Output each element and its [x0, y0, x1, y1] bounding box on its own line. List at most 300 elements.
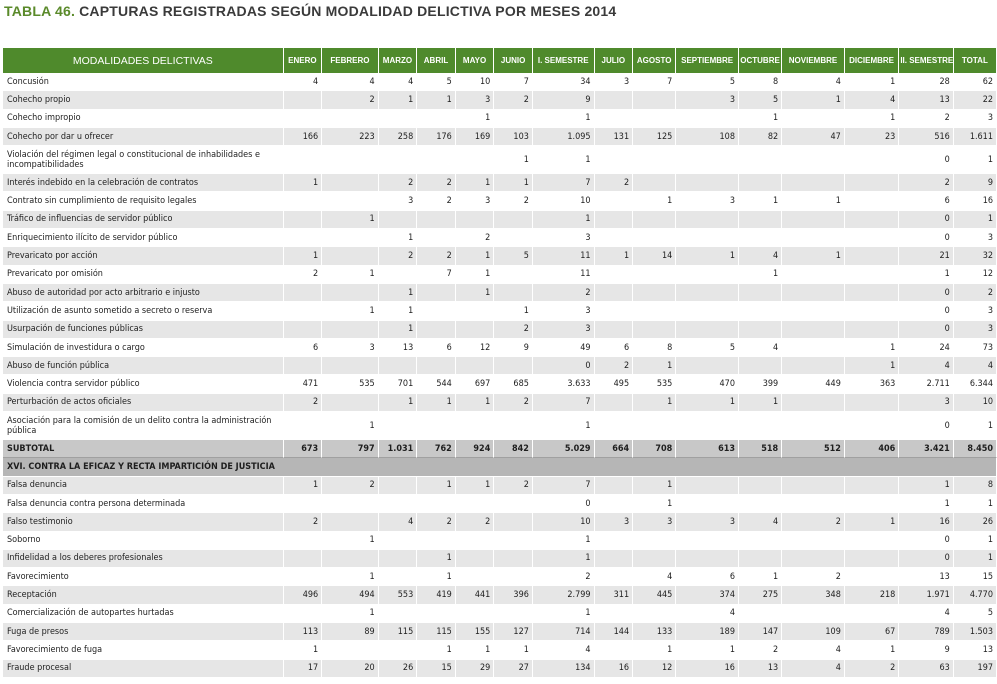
- table-row: [3, 513, 997, 531]
- cell-value: 1: [494, 146, 533, 174]
- cell-value: [595, 394, 634, 412]
- cell-value: [739, 284, 782, 302]
- cell-value: 63: [899, 660, 953, 678]
- cell-value: 449: [782, 375, 845, 393]
- cell-value: 12: [456, 339, 495, 357]
- cell-value: [284, 412, 323, 440]
- cell-value: 1: [533, 211, 595, 229]
- cell-value: 15: [954, 568, 997, 586]
- cell-value: 1: [954, 532, 997, 550]
- cell-value: [284, 229, 323, 247]
- column-header: MARZO: [379, 48, 418, 73]
- cell-value: [845, 211, 899, 229]
- cell-value: 1: [284, 247, 323, 265]
- cell-value: 13: [739, 660, 782, 678]
- cell-value: 4: [322, 73, 379, 91]
- cell-value: 2: [595, 174, 634, 192]
- cell-value: 197: [954, 660, 997, 678]
- table-row: [3, 568, 997, 586]
- cell-value: [379, 477, 418, 495]
- cell-value: 797: [322, 440, 379, 458]
- cell-value: 363: [845, 375, 899, 393]
- cell-value: 1: [417, 91, 456, 109]
- cell-value: [379, 211, 418, 229]
- cell-value: 1: [633, 477, 676, 495]
- cell-value: [322, 247, 379, 265]
- cell-value: [456, 357, 495, 375]
- table-row: [3, 247, 997, 265]
- row-label: Concusión: [3, 73, 284, 91]
- cell-value: 10: [533, 513, 595, 531]
- cell-value: [676, 550, 739, 568]
- table-row: [3, 375, 997, 393]
- cell-value: [494, 110, 533, 128]
- table-row: [3, 284, 997, 302]
- cell-value: [676, 174, 739, 192]
- cell-value: 1: [379, 229, 418, 247]
- cell-value: [494, 412, 533, 440]
- cell-value: 1: [845, 110, 899, 128]
- cell-value: 1: [456, 110, 495, 128]
- column-header: ENERO: [284, 48, 323, 73]
- cell-value: 127: [494, 623, 533, 641]
- cell-value: 1: [456, 641, 495, 659]
- cell-value: 1: [782, 247, 845, 265]
- cell-value: [595, 641, 634, 659]
- cell-value: 2: [533, 568, 595, 586]
- cell-value: 6: [417, 339, 456, 357]
- table-row: [3, 357, 997, 375]
- row-label: Enriquecimiento ilícito de servidor público: [3, 229, 284, 247]
- cell-value: 5: [954, 605, 997, 623]
- cell-value: [782, 321, 845, 339]
- cell-value: [782, 339, 845, 357]
- cell-value: 12: [954, 266, 997, 284]
- cell-value: [782, 146, 845, 174]
- cell-value: [322, 192, 379, 210]
- cell-value: 4: [676, 605, 739, 623]
- cell-value: 2: [494, 394, 533, 412]
- cell-value: 223: [322, 128, 379, 146]
- cell-value: [417, 532, 456, 550]
- cell-value: 49: [533, 339, 595, 357]
- cell-value: [417, 495, 456, 513]
- cell-value: 5: [494, 247, 533, 265]
- table-row: [3, 586, 997, 604]
- cell-value: 470: [676, 375, 739, 393]
- table-row: [3, 605, 997, 623]
- cell-value: [595, 110, 634, 128]
- cell-value: [322, 321, 379, 339]
- column-header: ABRIL: [417, 48, 456, 73]
- cell-value: 8: [633, 339, 676, 357]
- cell-value: 4: [379, 73, 418, 91]
- cell-value: [845, 229, 899, 247]
- table-row: [3, 623, 997, 641]
- cell-value: 1.971: [899, 586, 953, 604]
- cell-value: 2: [899, 174, 953, 192]
- cell-value: [456, 532, 495, 550]
- cell-value: 155: [456, 623, 495, 641]
- cell-value: 6.344: [954, 375, 997, 393]
- cell-value: [595, 495, 634, 513]
- cell-value: [739, 229, 782, 247]
- cell-value: 169: [456, 128, 495, 146]
- cell-value: [494, 266, 533, 284]
- column-header-modalidad: MODALIDADES DELICTIVAS: [3, 48, 284, 73]
- row-label: Cohecho impropio: [3, 110, 284, 128]
- cell-value: 218: [845, 586, 899, 604]
- cell-value: 6: [899, 192, 953, 210]
- cell-value: [633, 284, 676, 302]
- cell-value: [676, 211, 739, 229]
- cell-value: [284, 91, 323, 109]
- cell-value: [595, 146, 634, 174]
- cell-value: 1: [417, 477, 456, 495]
- cell-value: 1: [417, 550, 456, 568]
- column-header: I. SEMESTRE: [533, 48, 595, 73]
- cell-value: 1: [739, 568, 782, 586]
- cell-value: [494, 605, 533, 623]
- table-row: [3, 477, 997, 495]
- cell-value: [633, 229, 676, 247]
- cell-value: 1: [379, 321, 418, 339]
- cell-value: 2: [284, 513, 323, 531]
- cell-value: [782, 211, 845, 229]
- cell-value: [322, 174, 379, 192]
- cell-value: [417, 302, 456, 320]
- cell-value: [782, 357, 845, 375]
- cell-value: [633, 321, 676, 339]
- cell-value: 1: [456, 266, 495, 284]
- cell-value: 23: [845, 128, 899, 146]
- cell-value: 16: [595, 660, 634, 678]
- cell-value: 176: [417, 128, 456, 146]
- table-row: [3, 495, 997, 513]
- row-label: SUBTOTAL: [3, 440, 284, 458]
- cell-value: 1: [456, 477, 495, 495]
- cell-value: 673: [284, 440, 323, 458]
- cell-value: [782, 495, 845, 513]
- table-row: [3, 550, 997, 568]
- cell-value: 1: [533, 110, 595, 128]
- cell-value: [379, 568, 418, 586]
- cell-value: 131: [595, 128, 634, 146]
- cell-value: 189: [676, 623, 739, 641]
- cell-value: 496: [284, 586, 323, 604]
- cell-value: 1: [633, 357, 676, 375]
- cell-value: 0: [533, 357, 595, 375]
- cell-value: 1: [417, 394, 456, 412]
- cell-value: 1: [676, 394, 739, 412]
- cell-value: 13: [899, 91, 953, 109]
- cell-value: [739, 477, 782, 495]
- row-label: Comercialización de autopartes hurtadas: [3, 605, 284, 623]
- cell-value: [595, 229, 634, 247]
- cell-value: [284, 110, 323, 128]
- cell-value: 10: [533, 192, 595, 210]
- cell-value: 62: [954, 73, 997, 91]
- cell-value: 1: [633, 394, 676, 412]
- cell-value: 471: [284, 375, 323, 393]
- cell-value: 1: [456, 247, 495, 265]
- cell-value: 27: [494, 660, 533, 678]
- cell-value: 115: [379, 623, 418, 641]
- cell-value: 1: [954, 412, 997, 440]
- table-row: [3, 266, 997, 284]
- cell-value: [379, 357, 418, 375]
- cell-value: 4: [782, 660, 845, 678]
- cell-value: 16: [954, 192, 997, 210]
- column-header: II. SEMESTRE: [899, 48, 953, 73]
- cell-value: [633, 91, 676, 109]
- cell-value: 697: [456, 375, 495, 393]
- cell-value: 7: [494, 73, 533, 91]
- cell-value: [845, 477, 899, 495]
- cell-value: 3: [954, 302, 997, 320]
- cell-value: 7: [417, 266, 456, 284]
- table-row: [3, 91, 997, 109]
- cell-value: 2: [322, 91, 379, 109]
- cell-value: 115: [417, 623, 456, 641]
- row-label: Favorecimiento: [3, 568, 284, 586]
- cell-value: 5: [676, 339, 739, 357]
- cell-value: 495: [595, 375, 634, 393]
- cell-value: 664: [595, 440, 634, 458]
- cell-value: 29: [456, 660, 495, 678]
- cell-value: 1.031: [379, 440, 418, 458]
- cell-value: [494, 229, 533, 247]
- cell-value: 4: [739, 339, 782, 357]
- cell-value: [782, 394, 845, 412]
- cell-value: [379, 550, 418, 568]
- cell-value: 9: [899, 641, 953, 659]
- cell-value: 125: [633, 128, 676, 146]
- cell-value: [595, 568, 634, 586]
- cell-value: [417, 321, 456, 339]
- table-row: [3, 339, 997, 357]
- cell-value: 1: [322, 605, 379, 623]
- cell-value: [595, 91, 634, 109]
- column-header: MAYO: [456, 48, 495, 73]
- cell-value: 47: [782, 128, 845, 146]
- cell-value: 4: [284, 73, 323, 91]
- cell-value: 1: [494, 174, 533, 192]
- cell-value: 3: [633, 513, 676, 531]
- cell-value: 2: [322, 477, 379, 495]
- cell-value: 258: [379, 128, 418, 146]
- cell-value: 34: [533, 73, 595, 91]
- cell-value: [845, 532, 899, 550]
- cell-value: 3: [595, 513, 634, 531]
- cell-value: [456, 605, 495, 623]
- cell-value: 13: [899, 568, 953, 586]
- cell-value: 3: [533, 321, 595, 339]
- cell-value: 789: [899, 623, 953, 641]
- table-row: [3, 394, 997, 412]
- cell-value: [845, 394, 899, 412]
- cell-value: 1: [954, 146, 997, 174]
- captures-table: [3, 48, 997, 678]
- cell-value: [456, 412, 495, 440]
- row-label: Interés indebido en la celebración de contratos: [3, 174, 284, 192]
- cell-value: 3: [322, 339, 379, 357]
- cell-value: 1: [379, 284, 418, 302]
- cell-value: 144: [595, 623, 634, 641]
- cell-value: [417, 412, 456, 440]
- cell-value: 685: [494, 375, 533, 393]
- cell-value: 9: [533, 91, 595, 109]
- cell-value: [494, 211, 533, 229]
- cell-value: [595, 550, 634, 568]
- cell-value: [284, 146, 323, 174]
- table-number: TABLA 46.: [4, 3, 76, 19]
- cell-value: 708: [633, 440, 676, 458]
- cell-value: 1: [739, 394, 782, 412]
- cell-value: 0: [899, 532, 953, 550]
- cell-value: 7: [633, 73, 676, 91]
- cell-value: [284, 302, 323, 320]
- cell-value: 3.421: [899, 440, 953, 458]
- cell-value: [845, 247, 899, 265]
- row-label: Falso testimonio: [3, 513, 284, 531]
- cell-value: 924: [456, 440, 495, 458]
- cell-value: 1: [533, 532, 595, 550]
- cell-value: [676, 284, 739, 302]
- table-row: [3, 192, 997, 210]
- cell-value: [845, 550, 899, 568]
- cell-value: 109: [782, 623, 845, 641]
- cell-value: 3: [899, 394, 953, 412]
- cell-value: [284, 284, 323, 302]
- cell-value: [456, 321, 495, 339]
- cell-value: 1: [954, 211, 997, 229]
- cell-value: 399: [739, 375, 782, 393]
- cell-value: 10: [456, 73, 495, 91]
- cell-value: 113: [284, 623, 323, 641]
- cell-value: [284, 192, 323, 210]
- cell-value: 348: [782, 586, 845, 604]
- cell-value: [739, 302, 782, 320]
- cell-value: 396: [494, 586, 533, 604]
- cell-value: 3: [954, 110, 997, 128]
- cell-value: [284, 321, 323, 339]
- cell-value: [676, 357, 739, 375]
- cell-value: [782, 302, 845, 320]
- cell-value: 16: [899, 513, 953, 531]
- cell-value: 1: [954, 495, 997, 513]
- cell-value: 1: [456, 284, 495, 302]
- table-row: [3, 660, 997, 678]
- row-label: Tráfico de influencias de servidor público: [3, 211, 284, 229]
- cell-value: 5: [739, 91, 782, 109]
- cell-value: 2: [494, 477, 533, 495]
- cell-value: [456, 495, 495, 513]
- table-body: [3, 73, 997, 678]
- cell-value: [284, 357, 323, 375]
- cell-value: [739, 550, 782, 568]
- cell-value: 5.029: [533, 440, 595, 458]
- cell-value: 406: [845, 440, 899, 458]
- cell-value: [494, 357, 533, 375]
- cell-value: [739, 357, 782, 375]
- cell-value: 4: [739, 247, 782, 265]
- cell-value: [595, 284, 634, 302]
- cell-value: [494, 513, 533, 531]
- subtotal-row: [3, 440, 997, 458]
- cell-value: 3: [676, 91, 739, 109]
- cell-value: [845, 568, 899, 586]
- table-title-text: CAPTURAS REGISTRADAS SEGÚN MODALIDAD DELICTIVA POR MESES 2014: [79, 3, 617, 19]
- cell-value: [595, 477, 634, 495]
- cell-value: [322, 495, 379, 513]
- cell-value: 134: [533, 660, 595, 678]
- row-label: Violación del régimen legal o constitucional de inhabilidades e incompatibilidades: [3, 146, 284, 174]
- cell-value: [456, 568, 495, 586]
- cell-value: 1: [633, 192, 676, 210]
- table-row: [3, 128, 997, 146]
- cell-value: [322, 550, 379, 568]
- row-label: Abuso de función pública: [3, 357, 284, 375]
- cell-value: 2: [417, 513, 456, 531]
- cell-value: 1: [533, 550, 595, 568]
- cell-value: [284, 211, 323, 229]
- cell-value: 1: [845, 339, 899, 357]
- cell-value: 4: [954, 357, 997, 375]
- cell-value: 1: [379, 302, 418, 320]
- cell-value: 3: [456, 192, 495, 210]
- header-row: [3, 48, 997, 73]
- cell-value: [379, 641, 418, 659]
- cell-value: 20: [322, 660, 379, 678]
- cell-value: [322, 513, 379, 531]
- cell-value: 0: [899, 550, 953, 568]
- row-label: Abuso de autoridad por acto arbitrario e injusto: [3, 284, 284, 302]
- cell-value: 133: [633, 623, 676, 641]
- column-header: DICIEMBRE: [845, 48, 899, 73]
- cell-value: 2: [379, 247, 418, 265]
- column-header: FEBRERO: [322, 48, 379, 73]
- row-label: Prevaricato por acción: [3, 247, 284, 265]
- cell-value: [284, 550, 323, 568]
- cell-value: 535: [322, 375, 379, 393]
- cell-value: 311: [595, 586, 634, 604]
- cell-value: 2: [533, 284, 595, 302]
- cell-value: [494, 284, 533, 302]
- row-label: Contrato sin cumplimiento de requisito legales: [3, 192, 284, 210]
- cell-value: 1: [845, 641, 899, 659]
- cell-value: 1: [322, 266, 379, 284]
- cell-value: [456, 302, 495, 320]
- cell-value: [845, 284, 899, 302]
- cell-value: 1: [899, 495, 953, 513]
- column-header: NOVIEMBRE: [782, 48, 845, 73]
- cell-value: 4: [845, 91, 899, 109]
- cell-value: 535: [633, 375, 676, 393]
- cell-value: [676, 302, 739, 320]
- cell-value: 2: [494, 192, 533, 210]
- row-label: Cohecho propio: [3, 91, 284, 109]
- cell-value: [379, 110, 418, 128]
- cell-value: 2: [494, 91, 533, 109]
- cell-value: 3.633: [533, 375, 595, 393]
- cell-value: [633, 211, 676, 229]
- cell-value: 3: [954, 229, 997, 247]
- cell-value: [676, 110, 739, 128]
- cell-value: [595, 192, 634, 210]
- column-header: TOTAL: [954, 48, 997, 73]
- row-label: Soborno: [3, 532, 284, 550]
